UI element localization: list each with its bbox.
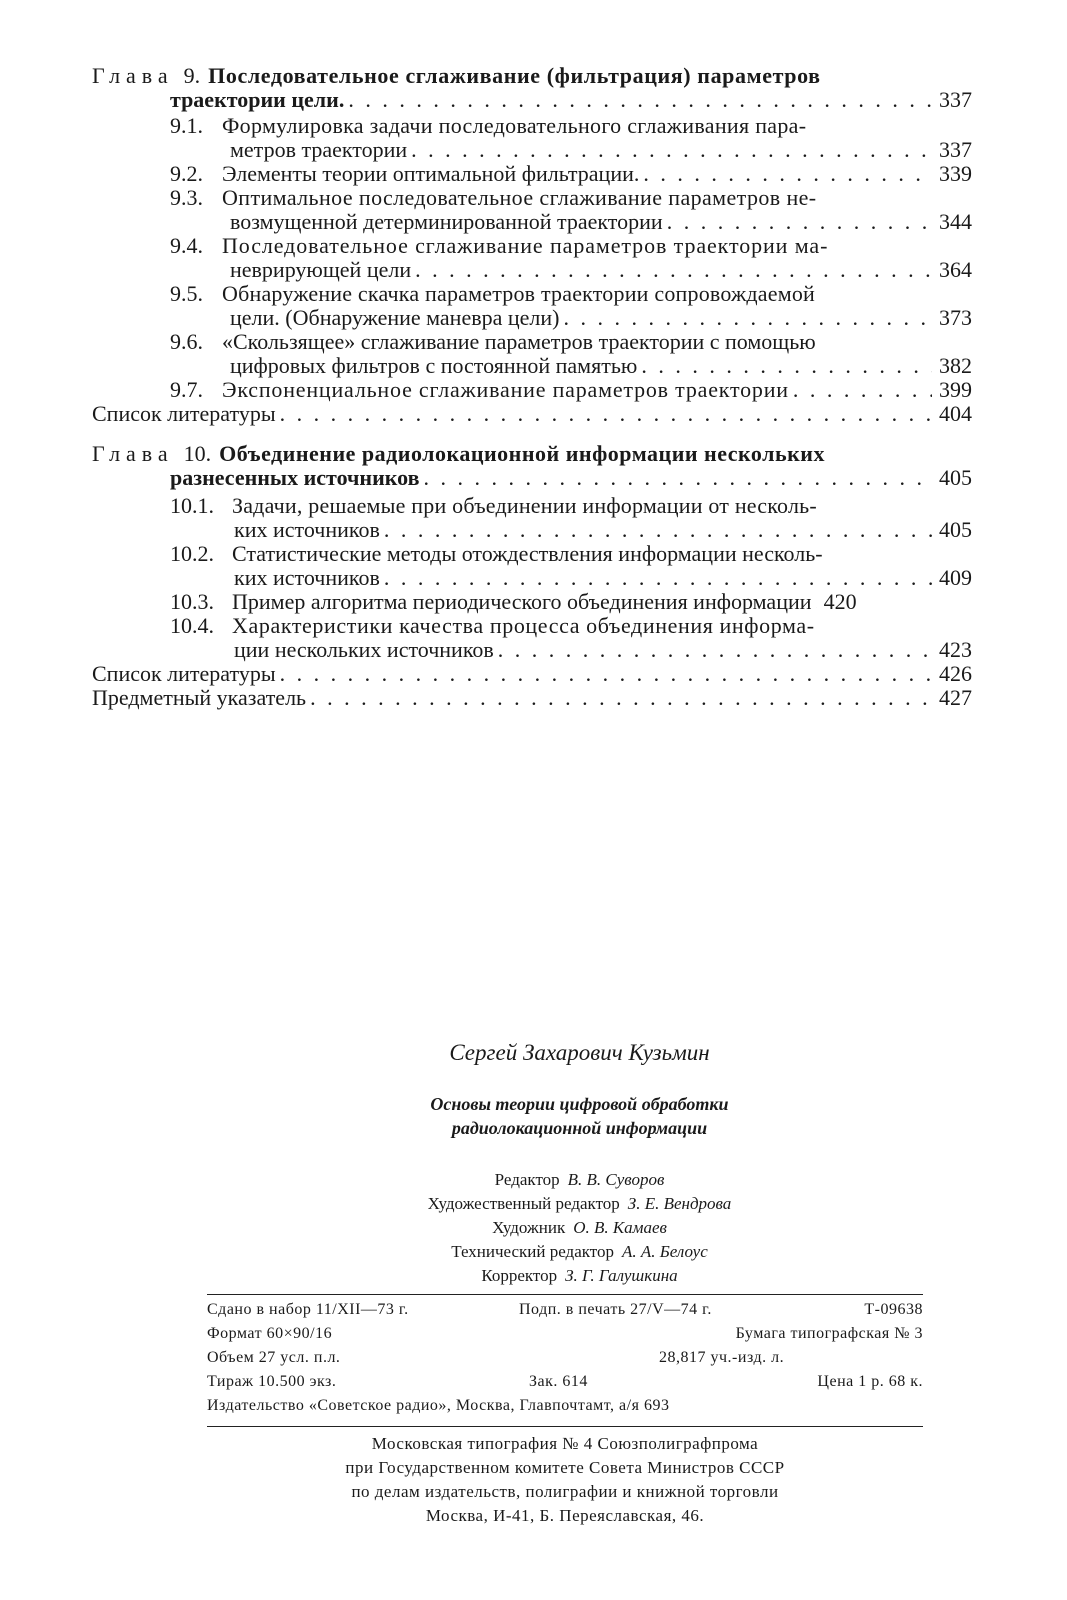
section-title: «Скользящее» сглаживание параметров траектории с помощью [222, 329, 816, 354]
toc-entry-cont [92, 354, 972, 378]
section-title: Характеристики качества процесса объединения информа- [232, 613, 815, 638]
staff-name: А. А. Белоус [621, 1242, 708, 1261]
pub-field: Объем 27 усл. п.л. [207, 1349, 341, 1366]
staff-name: О. В. Камаев [573, 1218, 667, 1237]
page-number: 364 [939, 257, 972, 282]
page-number: 426 [939, 661, 972, 686]
pub-field: Сдано в набор 11/XII—73 г. [207, 1301, 409, 1318]
chapter-title: Последовательное сглаживание (фильтрация) параметров [208, 63, 821, 88]
book-title-line: Основы теории цифровой обработки [430, 1094, 729, 1114]
staff-role: Корректор [481, 1266, 558, 1285]
toc-entry [92, 494, 972, 518]
chapter-number: 9. [183, 63, 201, 88]
chapter-10-heading-cont [92, 466, 972, 490]
pub-field: Бумага типографская № 3 [735, 1325, 923, 1342]
pub-field: Т-09638 [864, 1301, 923, 1318]
section-number: 10.1. [170, 493, 214, 518]
section-title: Последовательное сглаживание параметров траектории ма- [222, 233, 829, 258]
chapter-title: Объединение радиолокационной информации нескольких [219, 441, 825, 466]
toc-entry [92, 234, 972, 258]
section-number: 9.7. [170, 377, 203, 402]
toc-entry-cont [92, 258, 972, 282]
toc-entry [92, 590, 972, 614]
page-number: 399 [939, 377, 972, 402]
pub-line [207, 1346, 923, 1370]
section-number: 9.4. [170, 233, 203, 258]
section-title: цифровых фильтров с постоянной памятью [230, 353, 638, 378]
toc-entry [92, 378, 972, 402]
section-title: Оптимальное последовательное сглаживание параметров не- [222, 185, 817, 210]
staff-line [46, 1216, 1067, 1240]
staff-role: Художник [492, 1218, 566, 1237]
section-title: метров траектории [230, 137, 408, 162]
section-number: 10.4. [170, 613, 214, 638]
page-number: 427 [939, 685, 972, 710]
chapter-9-heading [92, 64, 972, 88]
section-number: 9.6. [170, 329, 203, 354]
pub-field: 28,817 уч.-изд. л. [659, 1349, 785, 1366]
references-entry [92, 402, 972, 426]
section-number: 10.3. [170, 589, 214, 614]
section-title: Формулировка задачи последовательного сглаживания пара- [222, 113, 807, 138]
toc-entry [92, 282, 972, 306]
book-title [46, 1092, 1067, 1140]
pub-line [207, 1298, 923, 1322]
pub-field: Издательство «Советское радио», Москва, Главпочтамт, а/я 693 [207, 1397, 670, 1414]
toc-entry [92, 186, 972, 210]
pub-line [207, 1370, 923, 1394]
staff-line [46, 1192, 1067, 1216]
publication-details [207, 1298, 923, 1418]
page-number: 409 [939, 565, 972, 590]
pub-line [207, 1322, 923, 1346]
toc-entry [92, 542, 972, 566]
pub-line [207, 1394, 923, 1418]
book-title-line: радиолокационной информации [451, 1118, 708, 1138]
staff-line [46, 1240, 1067, 1264]
chapter-number: 10. [183, 441, 212, 466]
author-name: Сергей Захарович Кузьмин [449, 1040, 710, 1065]
chapter-label: Глава [92, 63, 174, 88]
pub-field: Цена 1 р. 68 к. [817, 1373, 923, 1390]
references-entry [92, 662, 972, 686]
chapter-10-heading [92, 442, 972, 466]
toc-entry-cont [92, 638, 972, 662]
toc-entry [92, 330, 972, 354]
chapter-9-heading-cont [92, 88, 972, 112]
section-title: ких источников [234, 565, 380, 590]
index-entry [92, 686, 972, 710]
toc-entry [92, 114, 972, 138]
toc-entry-cont [92, 210, 972, 234]
chapter-label: Глава [92, 441, 174, 466]
staff-name: З. Е. Вендрова [627, 1194, 732, 1213]
table-of-contents [92, 64, 972, 710]
section-title: Задачи, решаемые при объединении информации от несколь- [232, 493, 817, 518]
index-label: Предметный указатель [92, 685, 307, 710]
section-title: Статистические методы отождествления информации несколь- [232, 541, 823, 566]
staff-line [46, 1264, 1067, 1288]
references-label: Список литературы [92, 401, 276, 426]
pub-field: Тираж 10.500 экз. [207, 1373, 337, 1390]
printer-line: при Государственном комитете Совета Министров СССР [345, 1458, 785, 1477]
toc-entry [92, 162, 972, 186]
staff-line [46, 1168, 1067, 1192]
page-number: 405 [939, 465, 972, 490]
chapter-title-cont: разнесенных источников [170, 465, 420, 490]
pub-field: Зак. 614 [529, 1373, 588, 1390]
chapter-title-cont: траектории цели. [170, 87, 345, 112]
printer-line: по делам издательств, полиграфии и книжной торговли [351, 1482, 779, 1501]
page-number: 373 [939, 305, 972, 330]
toc-entry-cont [92, 138, 972, 162]
section-number: 9.5. [170, 281, 203, 306]
printer-line: Москва, И-41, Б. Переяславская, 46. [425, 1506, 705, 1525]
page-number: 420 [823, 589, 857, 614]
page-number: 404 [939, 401, 972, 426]
printer-info [207, 1432, 923, 1528]
staff-name: В. В. Суворов [567, 1170, 665, 1189]
page-number: 337 [939, 87, 972, 112]
section-number: 9.3. [170, 185, 203, 210]
section-title: цели. (Обнаружение маневра цели) [230, 305, 560, 330]
pub-field: Подп. в печать 27/V—74 г. [519, 1301, 712, 1318]
toc-entry [92, 614, 972, 638]
section-title: неврирующей цели [230, 257, 412, 282]
staff-role: Художественный редактор [427, 1194, 620, 1213]
staff-name: З. Г. Галушкина [565, 1266, 678, 1285]
section-title: Пример алгоритма периодического объединения информации [232, 589, 812, 614]
references-label: Список литературы [92, 661, 276, 686]
section-title: Элементы теории оптимальной фильтрации. [222, 161, 640, 186]
page-number: 382 [939, 353, 972, 378]
page-number: 423 [939, 637, 972, 662]
section-title: Обнаружение скачка параметров траектории сопровождаемой [222, 281, 816, 306]
staff-role: Технический редактор [451, 1242, 614, 1261]
staff-credits [46, 1168, 1067, 1288]
printer-line: Московская типография № 4 Союзполиграфпрома [371, 1434, 759, 1453]
section-number: 9.2. [170, 161, 203, 186]
toc-entry-cont [92, 518, 972, 542]
pub-field: Формат 60×90/16 [207, 1325, 333, 1342]
section-title: ких источников [234, 517, 380, 542]
page-number: 337 [939, 137, 972, 162]
toc-entry-cont [92, 306, 972, 330]
section-title: Экспоненциальное сглаживание параметров траектории [222, 377, 789, 402]
divider-top [207, 1294, 923, 1295]
staff-role: Редактор [494, 1170, 560, 1189]
toc-entry-cont [92, 566, 972, 590]
divider-bottom [207, 1426, 923, 1427]
section-number: 10.2. [170, 541, 214, 566]
section-title: ции нескольких источников [234, 637, 494, 662]
page-number: 339 [939, 161, 972, 186]
section-title: возмущенной детерминированной траектории [230, 209, 663, 234]
page-number: 344 [939, 209, 972, 234]
page-number: 405 [939, 517, 972, 542]
section-number: 9.1. [170, 113, 203, 138]
